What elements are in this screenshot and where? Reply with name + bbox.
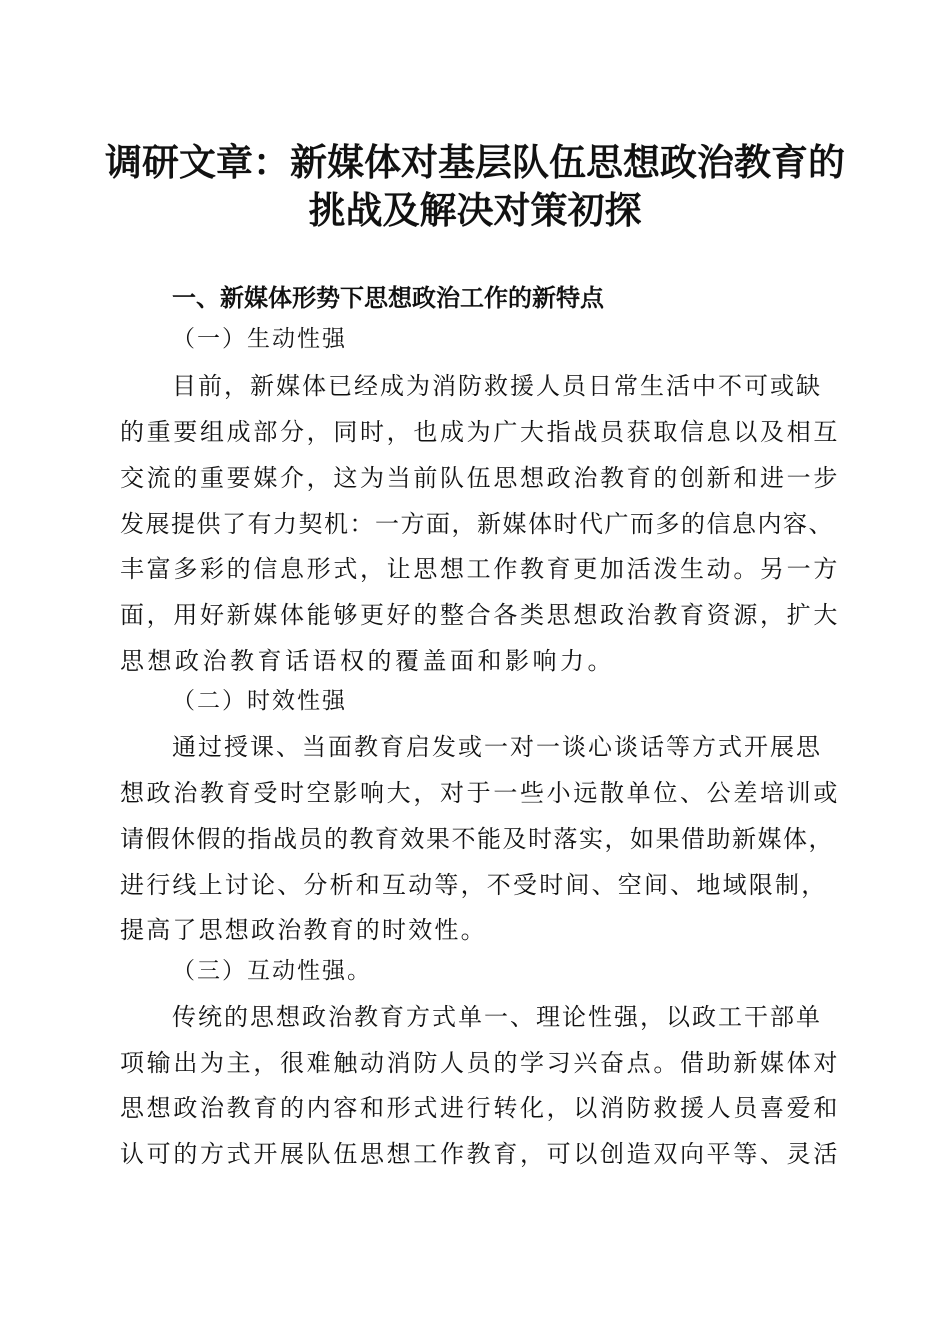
- document-title-line-1: 调研文章：新媒体对基层队伍思想政治教育的: [105, 140, 845, 184]
- paragraph-line: 思想政治教育话语权的覆盖面和影响力。: [120, 647, 615, 675]
- paragraph-line: 想政治教育受时空影响大，对于一些小远散单位、公差培训或: [120, 779, 840, 807]
- paragraph-line: 提高了思想政治教育的时效性。: [120, 916, 487, 944]
- subsection-heading-3: （三）互动性强。: [172, 958, 372, 984]
- paragraph-line: 认可的方式开展队伍思想工作教育，可以创造双向平等、灵活: [120, 1140, 840, 1168]
- paragraph-line: 发展提供了有力契机：一方面，新媒体时代广而多的信息内容、: [120, 510, 834, 538]
- subsection-heading-2: （二）时效性强: [172, 688, 347, 714]
- paragraph-line: 通过授课、当面教育启发或一对一谈心谈话等方式开展思: [172, 733, 822, 761]
- subsection-heading-1: （一）生动性强: [172, 326, 347, 352]
- document-title-line-2: 挑战及解决对策初探: [308, 188, 642, 232]
- paragraph-line: 交流的重要媒介，这为当前队伍思想政治教育的创新和进一步: [120, 464, 840, 492]
- paragraph-line: 思想政治教育的内容和形式进行转化，以消防救援人员喜爱和: [120, 1094, 840, 1122]
- paragraph-line: 面，用好新媒体能够更好的整合各类思想政治教育资源，扩大: [120, 601, 840, 629]
- paragraph-line: 目前，新媒体已经成为消防救援人员日常生活中不可或缺: [172, 372, 822, 400]
- paragraph-line: 项输出为主，很难触动消防人员的学习兴奋点。借助新媒体对: [120, 1049, 840, 1077]
- section-heading: 一、新媒体形势下思想政治工作的新特点: [172, 284, 604, 312]
- paragraph-line: 请假休假的指战员的教育效果不能及时落实，如果借助新媒体，: [120, 825, 834, 853]
- paragraph-line: 丰富多彩的信息形式，让思想工作教育更加活泼生动。另一方: [120, 555, 840, 583]
- paragraph-line: 传统的思想政治教育方式单一、理论性强，以政工干部单: [172, 1003, 822, 1031]
- paragraph-line: 的重要组成部分，同时，也成为广大指战员获取信息以及相互: [120, 418, 840, 446]
- paragraph-line: 进行线上讨论、分析和互动等，不受时间、空间、地域限制，: [120, 871, 828, 899]
